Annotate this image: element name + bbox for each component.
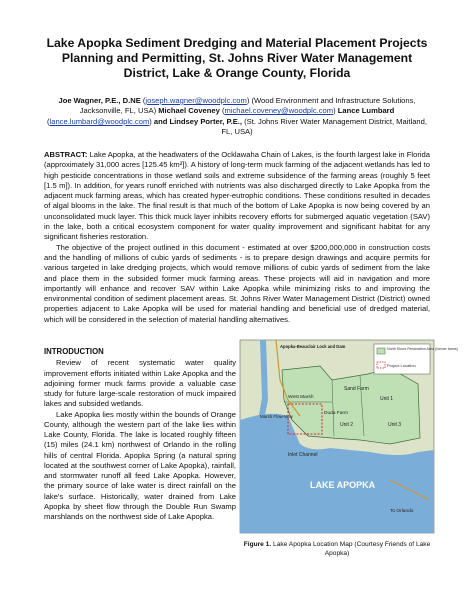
abstract-section [44, 150, 430, 325]
introduction-heading: INTRODUCTION [44, 347, 104, 356]
abstract-label: ABSTRACT: [44, 150, 88, 159]
abstract-paragraph-1 [44, 150, 430, 243]
label-unit-1: Unit 1 [380, 396, 394, 402]
legend-project-text: Project Location [387, 363, 416, 368]
abstract-paragraph-2: The objective of the project outlined in this document - estimated at over $200,000,000 in construction costs and the handling of millions of cubic yards of sediments - is to prepare design drawings and acquire permits for various targeted in lake dredging projects, which would remove millions of cubic yards of sediment from the lake and place them in the subsided former muck farming areas. These projects will aid in navigation and more importantly will enhance and recover SAV within Lake Apopka while minimizing risks to and improving the environmental condition of sediment placement areas. St. Johns River Water Management District (District) owned properties adjacent to Lake Apopka will be used for material handling and beneficial use of dredged material, which will be considered in the selection of material handling alternatives. [44, 242, 430, 324]
author-4-affiliation: (St. Johns River Water Management District, Maitland, FL, USA) [221, 116, 427, 137]
author-3-name: Lance Lumbard [337, 106, 395, 116]
label-inlet-channel: Inlet Channel [288, 452, 318, 458]
label-west-marsh: West Marsh [288, 395, 314, 400]
author-3-email[interactable]: lance.lumbard@woodplc.com [49, 116, 150, 126]
label-orlando: To Orlando [390, 509, 414, 514]
introduction-paragraph-1: Review of recent systematic water quality improvement efforts initiated within Lake Apopka and the adjoining former muck farms provide a valuable case study for future large-scale restoration of muck impaired lakes and subsided wetlands. [44, 358, 236, 409]
author-1-name: Joe Wagner, P.E., D.NE [58, 96, 141, 105]
author-block: Joe Wagner, P.E., D.NE (joseph.wagner@woodplc.com) (Wood Environment and Infrastructure Solutions, Jacksonville, FL, USA) Michael Coveney (michael.coveney@woodplc.com) Lance Lumbard (lance.lumbard@woodplc.com) and Lindsey Porter, P.E., (St. Johns River Water Management District, Maitland, FL, USA) [47, 96, 427, 137]
introduction-section [44, 347, 236, 522]
legend-label-project [387, 363, 416, 368]
legend-restoration-text: North Shore Restoration Area (former farms) [387, 347, 458, 351]
location-map [240, 340, 458, 533]
abstract-text-1: Lake Apopka, at the headwaters of the Ocklawaha Chain of Lakes, is the fourth largest lake in Florida (approximately 31,000 acres [125.45 km²]). A history of long-term muck farming of the adjacent wetlands has led to high pesticide concentrations in those wetland soils and extreme subsidence of the farming areas (roughly 5 feet [1.5 m]). In addition, for years runoff enriched with nutrients was also discharged directly to Lake Apopka from the adjacent muck farming areas, which has created hyper-eutrophic conditions. These conditions resulted in decades of algal blooms in the lake. The final result is that much of the bottom of Lake Apopka is now being covered by an unconsolidated muck layer. This thick muck layer inhibits recovery efforts for submerged aquatic vegetation (SAV) in the lake, both a critical ecosystem component for water quality improvement and significant habitat for any significant fisheries restoration. [44, 150, 430, 242]
author-1-affiliation: (Wood Environment and Infrastructure Solutions, Jacksonville, FL, USA) [79, 96, 416, 116]
location-map-figure [240, 340, 458, 533]
figure-caption-label: Figure 1. [243, 541, 272, 548]
label-lake-apopka: LAKE APOPKA [310, 480, 376, 490]
paper-title: Lake Apopka Sediment Dredging and Material Placement Projects Planning and Permitting, St. Johns River Water Management District, Lake & Orange County, Florida [46, 36, 428, 80]
figure-caption [240, 540, 434, 558]
author-2-email[interactable]: michael.coveney@woodplc.com [224, 106, 334, 116]
author-2-name: Michael Coveney [158, 106, 220, 116]
label-sand-farm: Sand Farm [344, 386, 369, 392]
label-unit-3: Unit 3 [388, 422, 402, 428]
label-unit-2: Unit 2 [340, 422, 354, 428]
introduction-paragraph-2: Lake Apopka lies mostly within the bounds of Orange County, although the western part of the lake lies within Lake County, Florida. The lake is located roughly fifteen (15) miles (24.1 km) northwest of Orlando in the rolling hills of central Florida. Apopka Spring (a natural spring located at the southwest corner of Lake Apopka), rainfall, and stormwater runoff all feed Lake Apopka. However, the primary source of lake water is direct rainfall on the lake's surface. Historically, water drained from Lake Apopka by sheet flow through the Double Run Swamp marshlands on the northwest side of Lake Apopka. [44, 409, 236, 521]
legend-swatch-restoration [377, 348, 385, 354]
author-1-email[interactable]: joseph.wagner@woodplc.com [145, 96, 247, 105]
label-duda-farm: Duda Farm [324, 411, 348, 416]
label-flow-way: Marsh Flow-Way [260, 414, 293, 419]
legend-label-restoration [387, 347, 458, 351]
author-4-name: and Lindsey Porter, P.E., [153, 116, 242, 126]
figure-caption-text: Lake Apopka Location Map (Courtesy Friends of Lake Apopka) [273, 541, 431, 557]
label-lock: Apopka-Beauclair Lock and Dam [280, 344, 346, 349]
